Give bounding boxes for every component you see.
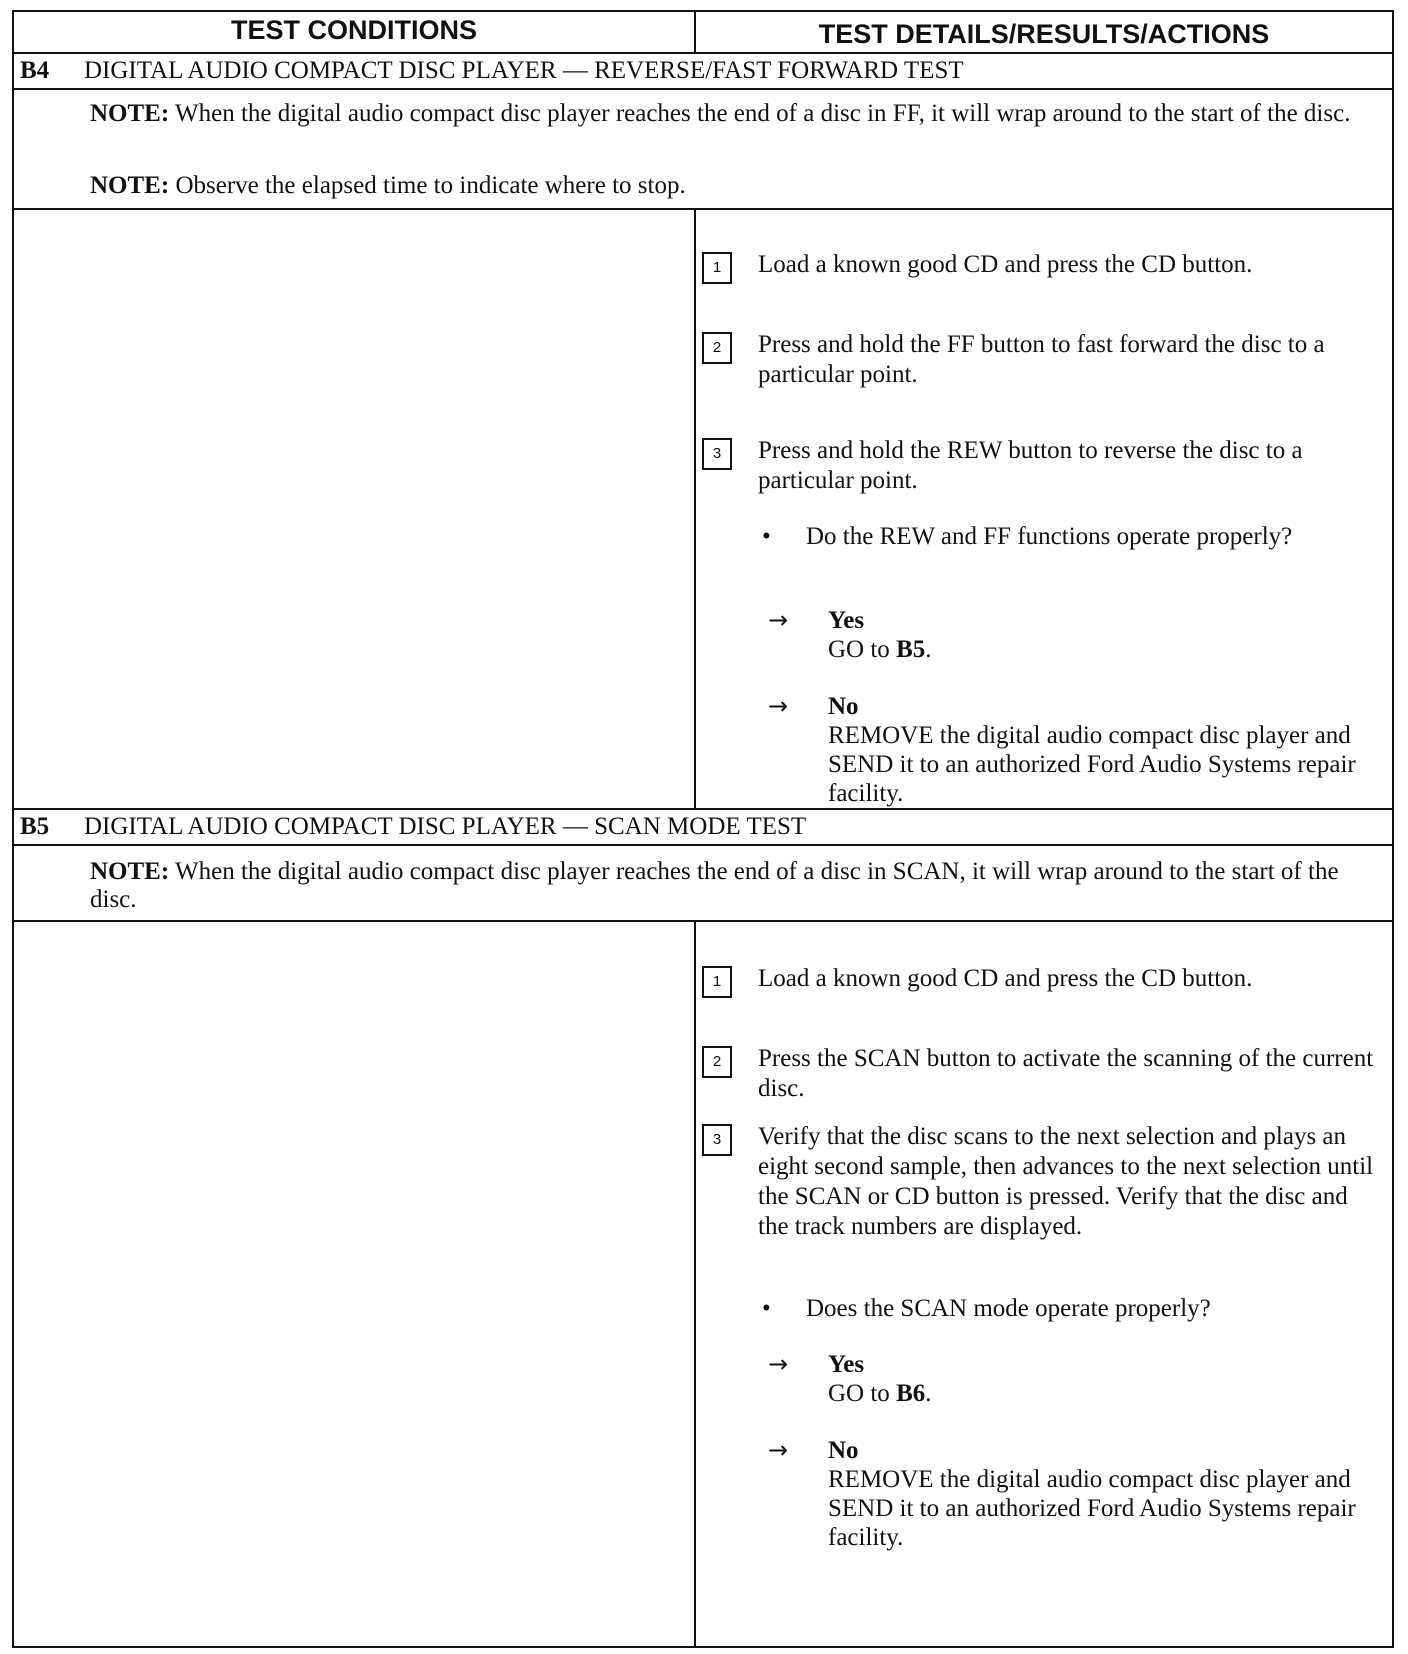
step-text: Load a known good CD and press the CD button. [758,965,1253,992]
go-to-target: B5 [896,636,926,663]
note-text: When the digital audio compact disc player reaches the end of a disc in SCAN, it will wrap around to the start of the disc. [90,858,1339,913]
test-details-header: TEST DETAILS/RESULTS/ACTIONS [818,19,1270,49]
note-block-b4 [14,90,1392,210]
section-id: B5 [20,813,50,840]
right-arrow-icon: → [768,1436,789,1464]
section-heading: DIGITAL AUDIO COMPACT DISC PLAYER — SCAN MODE TEST [84,813,807,840]
step-number-box: 3 [702,1124,732,1156]
question-text: Does the SCAN mode operate properly? [806,1295,1211,1322]
note-1 [90,100,1380,128]
bullet-icon: • [762,1295,771,1322]
section-title-b5 [14,808,1392,846]
step-number-box: 2 [702,332,732,364]
right-arrow-icon: → [768,692,789,720]
bullet-icon: • [762,523,771,550]
answer-label: Yes [828,607,865,634]
service-manual-page: TEST CONDITIONS TEST DETAILS/RESULTS/ACTIONS B4 DIGITAL AUDIO COMPACT DISC PLAYER — REVERSE/FAST FORWARD TEST NOTE: When the digital audio compact disc player reaches the end of a disc in FF, it will wrap around to the start of the disc. NOTE: Observe the elapsed time to indicate where to stop. 1 Load a known good CD and press the CD button. 2 Press and hold the FF button to fast forward the disc to a particular point. 3 Press and hold the REW button to reverse the disc to a particular point. • Do the REW and FF functions operate properly? → Yes GO to B5. → No REMOVE the digital audio compact disc player and SEND it to an authorized Ford Audio Systems repair facility. B5 DIGITAL AUDIO COMPACT DISC PLAYER — SCAN MODE TEST NOTE: When the digital audio compact disc player reaches the end of a disc in SCAN, it will wrap around to the start of the disc. 1 Load a known good CD and press the CD button. 2 Press the SCAN button to activate the scanning of the current disc. 3 Verify that the disc scans to the next selection and plays an eight second sample, then advances to the next selection until the SCAN or CD button is pressed. Verify that the disc and the track numbers are displayed. • Does the SCAN mode operate properly? → Yes GO to B6. → No REMOVE the digital audio compact disc player and SEND it to an authorized Ford Audio Systems repair facility. [12,10,1394,1648]
step-text: Press and hold the FF button to fast forward the disc to a particular point. [758,331,1325,388]
answer-label: No [828,1437,859,1464]
answer-label: No [828,693,859,720]
step-text: Press the SCAN button to activate the scanning of the current disc. [758,1045,1374,1102]
note-label: NOTE: [90,100,170,127]
note-1 [90,858,1380,914]
note-text: When the digital audio compact disc player reaches the end of a disc in FF, it will wrap around to the start of the disc. [175,100,1351,127]
right-arrow-icon: → [768,1350,789,1378]
test-conditions-header: TEST CONDITIONS [14,12,696,52]
step-text: Load a known good CD and press the CD button. [758,251,1253,278]
note-label: NOTE: [90,172,170,199]
answer-action: GO to [828,636,897,663]
note-label: NOTE: [90,858,170,885]
answer-action: REMOVE the digital audio compact disc player and SEND it to an authorized Ford Audio Systems repair facility. [828,1466,1356,1551]
question-text: Do the REW and FF functions operate properly? [806,523,1293,550]
step-number-box: 1 [702,252,732,284]
go-to-target: B6 [896,1380,926,1407]
step-text: Verify that the disc scans to the next selection and plays an eight second sample, then advances to the next selection until the SCAN or CD button is pressed. Verify that the disc and the track numbers are displayed. [758,1123,1374,1240]
note-2 [90,172,1380,200]
note-text: Observe the elapsed time to indicate where to stop. [175,172,686,199]
answer-action: REMOVE the digital audio compact disc player and SEND it to an authorized Ford Audio Systems repair facility. [828,722,1356,807]
step-number-box: 2 [702,1046,732,1078]
note-block-b5 [14,846,1392,922]
section-heading: DIGITAL AUDIO COMPACT DISC PLAYER — REVERSE/FAST FORWARD TEST [84,57,964,84]
step-text: Press and hold the REW button to reverse the disc to a particular point. [758,437,1303,494]
column-divider [694,922,696,1646]
section-id: B4 [20,57,50,84]
answer-label: Yes [828,1351,865,1378]
section-title-b4 [14,54,1392,90]
right-arrow-icon: → [768,606,789,634]
step-number-box: 1 [702,966,732,998]
table-header [14,12,1392,54]
answer-action: GO to [828,1380,897,1407]
column-divider [694,210,696,808]
step-number-box: 3 [702,438,732,470]
